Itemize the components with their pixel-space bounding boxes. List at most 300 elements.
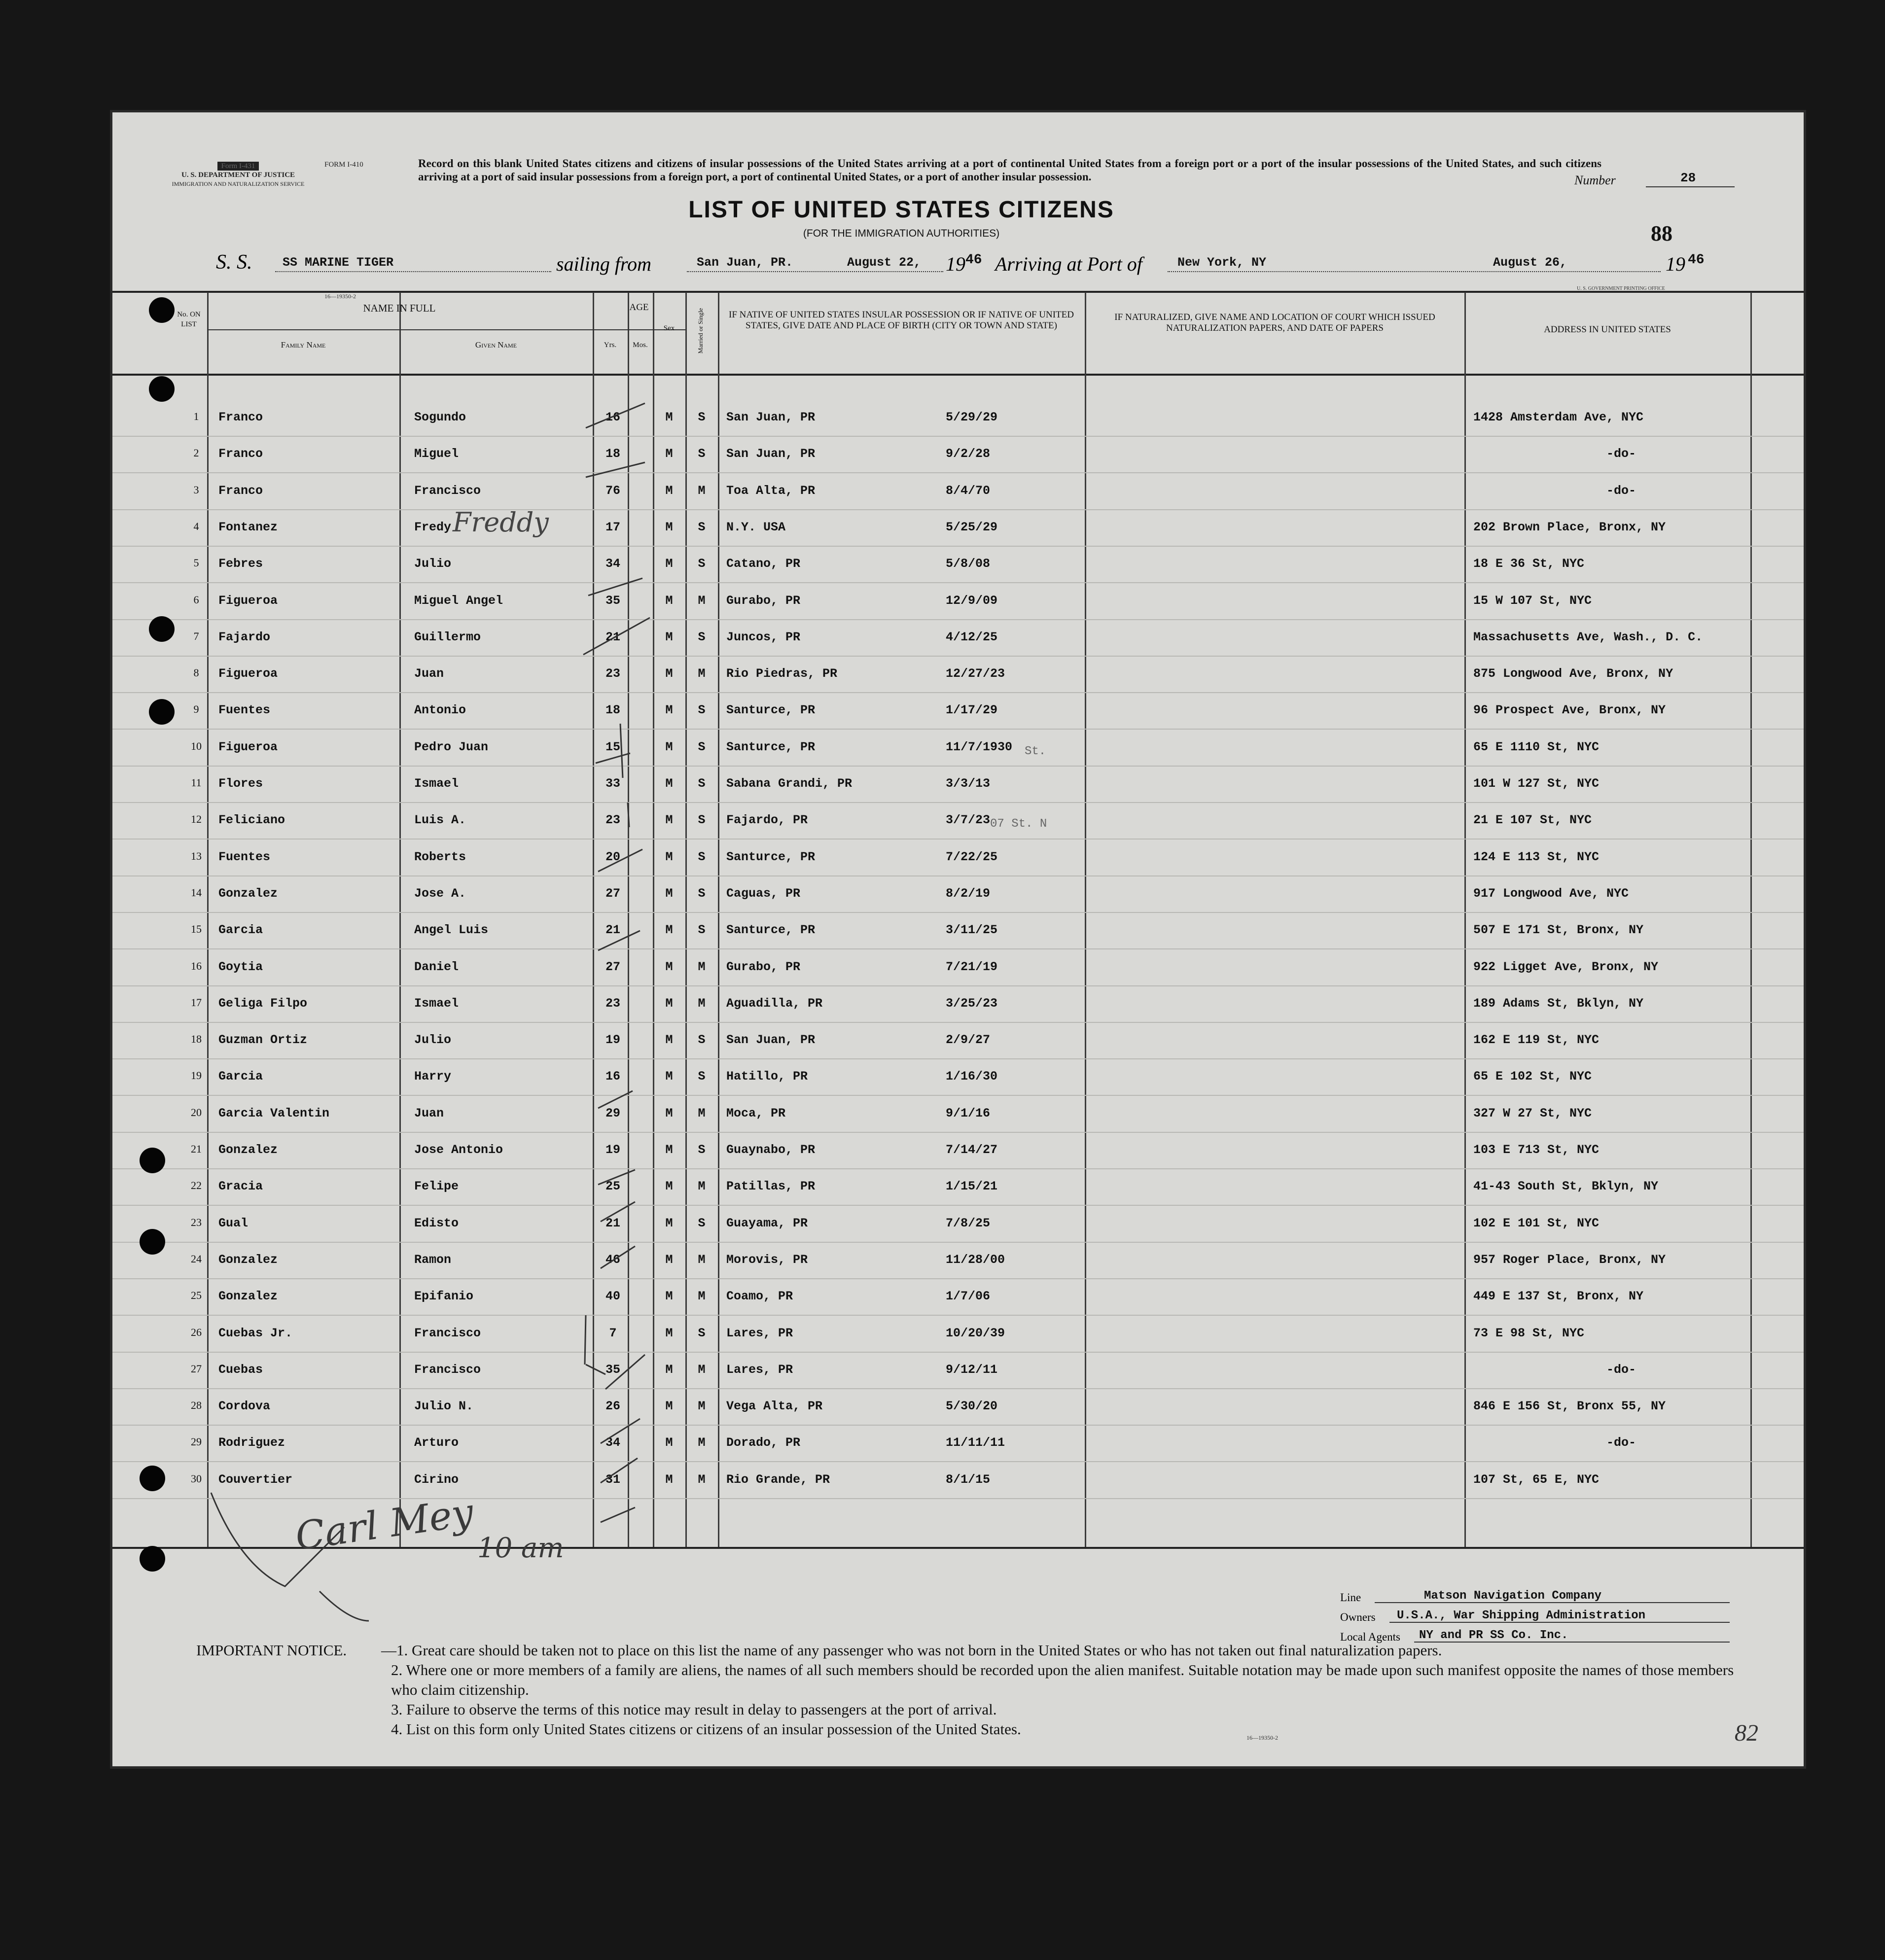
header-given: Given Name — [475, 340, 517, 350]
given-name: Francisco — [414, 1362, 481, 1377]
row-number: 19 — [191, 1069, 202, 1082]
given-name: Daniel — [414, 959, 459, 974]
birth-place: N.Y. USA — [726, 520, 786, 534]
birth-date: 9/2/28 — [946, 447, 991, 461]
address: 101 W 127 St, NYC — [1473, 776, 1600, 791]
row-number: 5 — [193, 557, 199, 569]
family-name: Fuentes — [218, 849, 271, 864]
age-years: 33 — [605, 776, 620, 791]
birth-place: Gurabo, PR — [726, 593, 801, 608]
sex: M — [665, 447, 673, 461]
family-name: Geliga Filpo — [218, 996, 308, 1011]
line-value: Matson Navigation Company — [1424, 1589, 1602, 1603]
punch-hole — [149, 297, 175, 323]
marital-status: M — [698, 1289, 706, 1304]
header-no: No. ON LIST — [177, 311, 201, 328]
birth-place: Rio Grande, PR — [726, 1472, 830, 1487]
family-name: Franco — [218, 410, 263, 424]
row-number: 13 — [191, 849, 202, 862]
age-years: 23 — [605, 666, 620, 681]
birth-date: 3/7/23 — [946, 813, 991, 828]
arrive-year: 46 — [1688, 252, 1705, 268]
sex: M — [665, 1033, 673, 1048]
family-name: Feliciano — [218, 813, 285, 828]
age-years: 26 — [605, 1399, 620, 1414]
birth-date: 1/17/29 — [946, 703, 998, 718]
birth-place: Santurce, PR — [726, 739, 816, 754]
address: 957 Roger Place, Bronx, NY — [1473, 1252, 1666, 1267]
sex: M — [665, 1472, 673, 1487]
annotation-freddy: Freddy — [453, 507, 549, 538]
address: Massachusetts Ave, Wash., D. C. — [1473, 630, 1703, 644]
address: 162 E 119 St, NYC — [1473, 1033, 1600, 1048]
depart-year: 46 — [965, 252, 982, 268]
marital-status: S — [698, 1033, 706, 1048]
given-name: Luis A. — [414, 813, 466, 828]
address: 202 Brown Place, Bronx, NY — [1473, 520, 1666, 534]
age-years: 29 — [605, 1106, 620, 1120]
marital-status: M — [698, 483, 706, 498]
sex: M — [665, 666, 673, 681]
address: 73 E 98 St, NYC — [1473, 1326, 1585, 1340]
age-years: 35 — [605, 593, 620, 608]
address: 107 St, 65 E, NYC — [1473, 1472, 1600, 1487]
given-name: Miguel Angel — [414, 593, 503, 608]
row-number: 9 — [193, 703, 199, 716]
given-name: Epifanio — [414, 1289, 474, 1304]
given-name: Miguel — [414, 447, 459, 461]
family-name: Franco — [218, 483, 263, 498]
header-birth: IF NATIVE OF UNITED STATES INSULAR POSSESSION OR IF NATIVE OF UNITED STATES, GIVE DATE AND PLACE OF BIRTH (CITY OR TOWN AND STATE) — [729, 310, 1074, 331]
address: 15 W 107 St, NYC — [1473, 593, 1592, 608]
age-years: 40 — [605, 1289, 620, 1304]
sex: M — [665, 739, 673, 754]
address: 103 E 713 St, NYC — [1473, 1143, 1600, 1157]
given-name: Francisco — [414, 483, 481, 498]
number-value: 28 — [1680, 171, 1696, 185]
row-number: 15 — [191, 923, 202, 936]
given-name: Francisco — [414, 1326, 481, 1340]
given-name: Roberts — [414, 849, 466, 864]
sex: M — [665, 1326, 673, 1340]
birth-place: Hatillo, PR — [726, 1069, 808, 1084]
age-check-marks — [583, 403, 650, 1522]
birth-place: Santurce, PR — [726, 703, 816, 718]
bracket-26-27 — [585, 1315, 605, 1374]
given-name: Sogundo — [414, 410, 466, 424]
address: 102 E 101 St, NYC — [1473, 1216, 1600, 1230]
family-name: Cuebas — [218, 1362, 263, 1377]
age-years: 23 — [605, 996, 620, 1011]
marital-status: S — [698, 447, 706, 461]
marital-status: M — [698, 1179, 706, 1194]
age-years: 16 — [605, 1069, 620, 1084]
annotation-row12: 07 St. N — [990, 817, 1047, 831]
family-name: Gracia — [218, 1179, 263, 1194]
marital-status: S — [698, 557, 706, 571]
marital-status: M — [698, 593, 706, 608]
age-years: 21 — [605, 923, 620, 938]
address: -do- — [1606, 483, 1636, 498]
family-name: Franco — [218, 447, 263, 461]
sex: M — [665, 1435, 673, 1450]
given-name: Jose Antonio — [414, 1143, 503, 1157]
sailing-label: sailing from — [556, 253, 651, 275]
address: 875 Longwood Ave, Bronx, NY — [1473, 666, 1673, 681]
age-years: 23 — [605, 813, 620, 828]
birth-date: 7/22/25 — [946, 849, 998, 864]
header-naturalized: IF NATURALIZED, GIVE NAME AND LOCATION OF COURT WHICH ISSUED NATURALIZATION PAPERS, AND DATE OF PAPERS — [1114, 312, 1435, 333]
marital-status: M — [698, 666, 706, 681]
birth-date: 8/4/70 — [946, 483, 991, 498]
birth-date: 1/15/21 — [946, 1179, 998, 1194]
given-name: Cirino — [414, 1472, 459, 1487]
owners-label: Owners — [1340, 1611, 1376, 1623]
address: 922 Ligget Ave, Bronx, NY — [1473, 959, 1659, 974]
marital-status: M — [698, 1252, 706, 1267]
birth-place: Vega Alta, PR — [726, 1399, 823, 1414]
family-name: Figueroa — [218, 666, 278, 681]
sex: M — [665, 886, 673, 901]
notice-3: 3. Failure to observe the terms of this notice may result in delay to passengers at the port of arrival. — [391, 1701, 997, 1718]
marital-status: M — [698, 959, 706, 974]
birth-place: Lares, PR — [726, 1362, 793, 1377]
address: -do- — [1606, 1435, 1636, 1450]
page-stamp: 88 — [1651, 221, 1672, 245]
address: 96 Prospect Ave, Bronx, NY — [1473, 703, 1666, 718]
sex: M — [665, 410, 673, 424]
family-name: Cordova — [218, 1399, 271, 1414]
age-years: 35 — [605, 1362, 620, 1377]
header-family: Family Name — [281, 340, 326, 350]
punch-hole — [140, 1148, 165, 1173]
family-name: Goytia — [218, 959, 263, 974]
sex: M — [665, 520, 673, 534]
ship-name: SS MARINE TIGER — [283, 255, 394, 270]
marital-status: S — [698, 410, 706, 424]
birth-date: 5/25/29 — [946, 520, 998, 534]
row-number: 17 — [191, 996, 202, 1009]
birth-date: 11/7/1930 — [946, 739, 1013, 754]
birth-date: 1/16/30 — [946, 1069, 998, 1084]
sex: M — [665, 959, 673, 974]
birth-date: 12/27/23 — [946, 666, 1005, 681]
signature-time: 10 am — [477, 1532, 564, 1564]
marital-status: M — [698, 996, 706, 1011]
birth-date: 3/11/25 — [946, 923, 998, 938]
header-name-full: NAME IN FULL — [363, 302, 436, 314]
family-name: Gonzalez — [218, 1143, 278, 1157]
age-years: 25 — [605, 1179, 620, 1194]
header-yrs: Yrs. — [604, 341, 617, 349]
form-code: FORM I-410 — [324, 161, 363, 169]
marital-status: M — [698, 1472, 706, 1487]
row-number: 11 — [191, 776, 202, 789]
depart-year-prefix: 19 — [946, 253, 965, 275]
birth-place: Guayama, PR — [726, 1216, 808, 1230]
age-years: 18 — [605, 447, 620, 461]
marital-status: S — [698, 703, 706, 718]
birth-place: Rio Piedras, PR — [726, 666, 838, 681]
row-number: 14 — [191, 886, 202, 899]
family-name: Figueroa — [218, 593, 278, 608]
sex: M — [665, 483, 673, 498]
row-number: 2 — [193, 447, 199, 459]
header-marital: Married or Single — [697, 308, 704, 354]
from-port: San Juan, PR. — [697, 255, 793, 270]
row-number: 7 — [193, 630, 199, 642]
address: 65 E 102 St, NYC — [1473, 1069, 1592, 1084]
birth-date: 5/30/20 — [946, 1399, 998, 1414]
birth-date: 9/12/11 — [946, 1362, 998, 1377]
birth-date: 7/21/19 — [946, 959, 998, 974]
given-name: Fredy — [414, 520, 452, 534]
agents-label: Local Agents — [1340, 1631, 1400, 1643]
age-years: 16 — [605, 410, 620, 424]
family-name: Fajardo — [218, 630, 271, 644]
sex: M — [665, 703, 673, 718]
row-number: 10 — [191, 739, 202, 752]
age-years: 15 — [605, 739, 620, 754]
birth-date: 9/1/16 — [946, 1106, 991, 1120]
family-name: Rodriguez — [218, 1435, 285, 1450]
family-name: Gonzalez — [218, 1252, 278, 1267]
sex: M — [665, 1179, 673, 1194]
birth-date: 11/28/00 — [946, 1252, 1005, 1267]
marital-status: S — [698, 520, 706, 534]
age-years: 46 — [605, 1252, 620, 1267]
age-years: 76 — [605, 483, 620, 498]
address: 846 E 156 St, Bronx 55, NY — [1473, 1399, 1666, 1414]
birth-place: Moca, PR — [726, 1106, 786, 1120]
row-number: 16 — [191, 959, 202, 972]
row-number: 21 — [191, 1143, 202, 1155]
address: 507 E 171 St, Bronx, NY — [1473, 923, 1644, 938]
address: 65 E 1110 St, NYC — [1473, 739, 1600, 754]
agents-value: NY and PR SS Co. Inc. — [1419, 1629, 1568, 1642]
given-name: Guillermo — [414, 630, 481, 644]
sex: M — [665, 1143, 673, 1157]
arrive-date: August 26, — [1493, 255, 1567, 270]
birth-place: Sabana Grandi, PR — [726, 776, 853, 791]
birth-place: Guaynabo, PR — [726, 1143, 816, 1157]
sex: M — [665, 630, 673, 644]
age-years: 34 — [605, 1435, 620, 1450]
marital-status: S — [698, 1069, 706, 1084]
arriving-label: Arriving at Port of — [995, 253, 1142, 275]
given-name: Edisto — [414, 1216, 459, 1230]
marital-status: S — [698, 849, 706, 864]
birth-place: San Juan, PR — [726, 1033, 816, 1048]
marital-status: M — [698, 1106, 706, 1120]
small-code-bottom: 16—19350-2 — [1246, 1734, 1278, 1741]
address: -do- — [1606, 447, 1636, 461]
page-title: LIST OF UNITED STATES CITIZENS — [688, 197, 1114, 223]
punch-hole — [149, 699, 175, 725]
birth-place: Morovis, PR — [726, 1252, 808, 1267]
age-years: 18 — [605, 703, 620, 718]
family-name: Couvertier — [218, 1472, 293, 1487]
address: 917 Longwood Ave, NYC — [1473, 886, 1629, 901]
age-years: 7 — [609, 1326, 617, 1340]
marital-status: S — [698, 886, 706, 901]
sex: M — [665, 1252, 673, 1267]
row-number: 26 — [191, 1326, 202, 1338]
age-years: 20 — [605, 849, 620, 864]
age-years: 19 — [605, 1033, 620, 1048]
row-number: 25 — [191, 1289, 202, 1302]
birth-date: 5/8/08 — [946, 557, 991, 571]
given-name: Juan — [414, 1106, 444, 1120]
notice-1: —1. Great care should be taken not to place on this list the name of any passenger who was not born in the United States or who has not taken out final naturalization papers. — [381, 1642, 1442, 1659]
sex: M — [665, 1069, 673, 1084]
row-number: 1 — [193, 410, 199, 422]
sex: M — [665, 557, 673, 571]
birth-date: 3/3/13 — [946, 776, 991, 791]
small-code-top: 16—19350-2 — [324, 293, 356, 300]
header-age: AGE — [629, 302, 649, 313]
punch-hole — [149, 376, 175, 402]
row-number: 4 — [193, 520, 199, 532]
agency-line-1: Form I-431 — [217, 162, 259, 171]
given-name: Julio N. — [414, 1399, 474, 1414]
header-sex: Sex — [663, 324, 675, 332]
sex: M — [665, 1399, 673, 1414]
birth-date: 10/20/39 — [946, 1326, 1005, 1340]
arrival-port: New York, NY — [1177, 255, 1267, 270]
notice-2: 2. Where one or more members of a family are aliens, the names of all such members should be recorded upon the alien manifest. Suitable notation may be made upon such manifest opposite the names of those members who claim citizenship. — [391, 1661, 1734, 1698]
row-number: 18 — [191, 1033, 202, 1046]
family-name: Gonzalez — [218, 886, 278, 901]
signature: Carl Mey — [292, 1490, 476, 1559]
birth-date: 5/29/29 — [946, 410, 998, 424]
line-label: Line — [1340, 1591, 1361, 1604]
birth-place: Coamo, PR — [726, 1289, 793, 1304]
address: 18 E 36 St, NYC — [1473, 557, 1585, 571]
birth-place: Fajardo, PR — [726, 813, 808, 828]
marital-status: M — [698, 1435, 706, 1450]
notice-4: 4. List on this form only United States citizens or citizens of an insular possession of the United States. — [391, 1720, 1021, 1738]
marital-status: S — [698, 1143, 706, 1157]
marital-status: S — [698, 776, 706, 791]
row-number: 6 — [193, 593, 199, 606]
given-name: Julio — [414, 1033, 452, 1048]
age-years: 34 — [605, 557, 620, 571]
punch-hole — [140, 1546, 165, 1572]
birth-place: Catano, PR — [726, 557, 801, 571]
birth-place: Juncos, PR — [726, 630, 801, 644]
birth-date: 7/14/27 — [946, 1143, 998, 1157]
birth-date: 7/8/25 — [946, 1216, 991, 1230]
marital-status: M — [698, 1362, 706, 1377]
age-years: 17 — [605, 520, 620, 534]
birth-date: 12/9/09 — [946, 593, 998, 608]
agency-line-2: U. S. DEPARTMENT OF JUSTICE — [181, 171, 295, 179]
family-name: Febres — [218, 557, 263, 571]
family-name: Guzman Ortiz — [218, 1033, 308, 1048]
sex: M — [665, 1106, 673, 1120]
given-name: Jose A. — [414, 886, 466, 901]
birth-date: 2/9/27 — [946, 1033, 991, 1048]
punch-hole — [149, 616, 175, 642]
marital-status: S — [698, 630, 706, 644]
row-number: 20 — [191, 1106, 202, 1119]
address: 449 E 137 St, Bronx, NY — [1473, 1289, 1644, 1304]
family-name: Gual — [218, 1216, 249, 1230]
birth-date: 4/12/25 — [946, 630, 998, 644]
marital-status: S — [698, 923, 706, 938]
header-mos: Mos. — [633, 341, 648, 349]
birth-place: Aguadilla, PR — [726, 996, 823, 1011]
sex: M — [665, 1362, 673, 1377]
printing-office: U. S. GOVERNMENT PRINTING OFFICE — [1577, 286, 1665, 291]
arrive-year-prefix: 19 — [1666, 253, 1685, 275]
given-name: Felipe — [414, 1179, 459, 1194]
annotation-row10: St. — [1025, 745, 1046, 758]
header-address: ADDRESS IN UNITED STATES — [1544, 324, 1671, 335]
birth-place: Santurce, PR — [726, 849, 816, 864]
given-name: Antonio — [414, 703, 466, 718]
family-name: Figueroa — [218, 739, 278, 754]
sex: M — [665, 996, 673, 1011]
family-name: Fuentes — [218, 703, 271, 718]
family-name: Garcia — [218, 923, 263, 938]
depart-date: August 22, — [847, 255, 922, 270]
row-number: 28 — [191, 1399, 202, 1412]
given-name: Harry — [414, 1069, 452, 1084]
row-number: 29 — [191, 1435, 202, 1448]
sex: M — [665, 849, 673, 864]
marital-status: S — [698, 1216, 706, 1230]
bottom-page-note: 82 — [1735, 1720, 1758, 1746]
punch-hole — [140, 1466, 165, 1491]
birth-date: 1/7/06 — [946, 1289, 991, 1304]
address: 21 E 107 St, NYC — [1473, 813, 1592, 828]
row-number: 23 — [191, 1216, 202, 1228]
marital-status: S — [698, 1326, 706, 1340]
birth-place: Santurce, PR — [726, 923, 816, 938]
sex: M — [665, 923, 673, 938]
birth-place: Lares, PR — [726, 1326, 793, 1340]
row-number: 27 — [191, 1362, 202, 1375]
row-number: 8 — [193, 666, 199, 679]
marital-status: S — [698, 813, 706, 828]
given-name: Ramon — [414, 1252, 452, 1267]
age-years: 27 — [605, 886, 620, 901]
manifest-sheet — [112, 112, 1804, 1766]
owners-value: U.S.A., War Shipping Administration — [1397, 1609, 1646, 1622]
address: 41-43 South St, Bklyn, NY — [1473, 1179, 1659, 1194]
address: 1428 Amsterdam Ave, NYC — [1473, 410, 1644, 424]
birth-place: Patillas, PR — [726, 1179, 816, 1194]
age-years: 31 — [605, 1472, 620, 1487]
sex: M — [665, 776, 673, 791]
page-subtitle: (FOR THE IMMIGRATION AUTHORITIES) — [803, 228, 1000, 239]
family-name: Garcia Valentin — [218, 1106, 330, 1120]
birth-place: San Juan, PR — [726, 410, 816, 424]
address: -do- — [1606, 1362, 1636, 1377]
address: 124 E 113 St, NYC — [1473, 849, 1600, 864]
birth-date: 3/25/23 — [946, 996, 998, 1011]
marital-status: S — [698, 739, 706, 754]
row-number: 12 — [191, 813, 202, 826]
address: 189 Adams St, Bklyn, NY — [1473, 996, 1644, 1011]
address: 327 W 27 St, NYC — [1473, 1106, 1592, 1120]
birth-date: 8/1/15 — [946, 1472, 991, 1487]
birth-place: Toa Alta, PR — [726, 483, 816, 498]
sex: M — [665, 1289, 673, 1304]
agency-line-3: IMMIGRATION AND NATURALIZATION SERVICE — [172, 180, 305, 187]
